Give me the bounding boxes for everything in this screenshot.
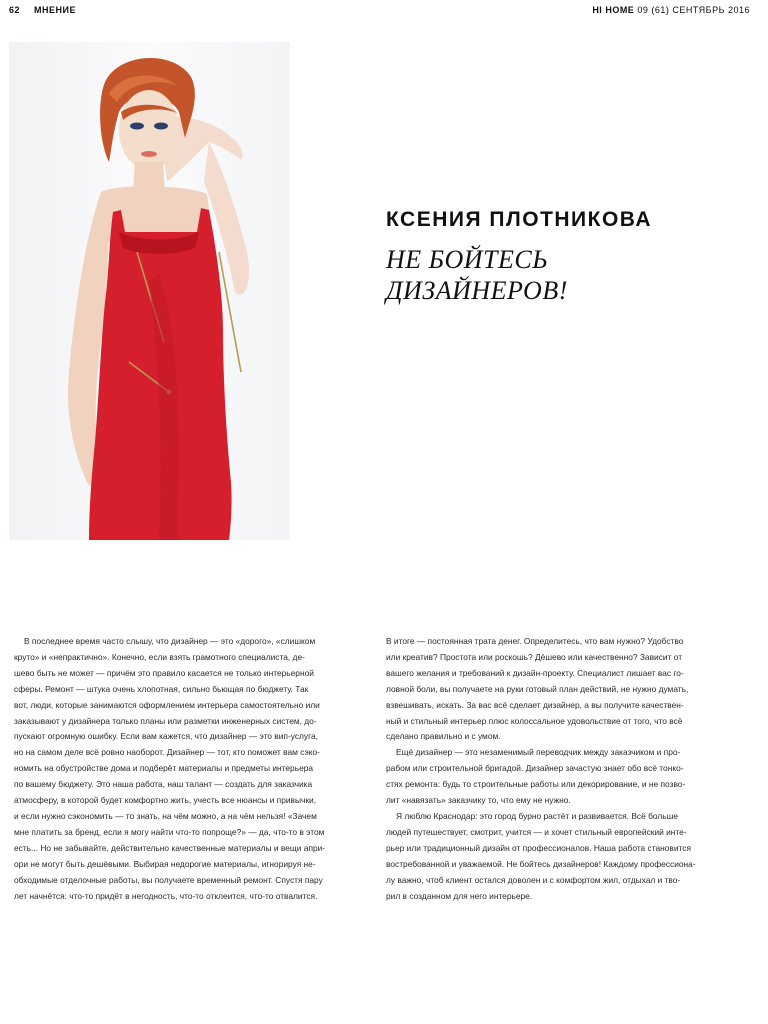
article-paragraph	[386, 634, 748, 745]
text-line: сферы. Ремонт — штука очень хлопотная, сильно бьющая по бюджету. Так	[14, 683, 309, 694]
text-line: заказывают у дизайнера только планы или разметки инженерных систем, до-	[14, 715, 317, 726]
text-line: вашего желания и требований к дизайн-проекту. Специалист лишает вас го-	[386, 667, 684, 678]
text-line: пускают огромную ошибку. Если вам кажется, что дизайнер — это вип-услуга,	[14, 731, 318, 742]
text-line: рьер или традиционный дизайн от профессионалов. Наша работа становится	[386, 842, 692, 853]
headline-line: НЕ БОЙТЕСЬ	[386, 245, 549, 274]
text-line: лу важно, чтоб клиент остался доволен и с комфортом жил, отдыхал и тво-	[386, 874, 681, 885]
text-line: атмосферу, в которой будет комфортно жить, учесть все нюансы и привычки,	[14, 795, 317, 806]
text-line: мне платить за бренд, если я могу найти что-то попроще?» — да, что-то в этом	[14, 826, 325, 837]
text-line: сделано правильно и с умом.	[386, 731, 501, 742]
article-paragraph	[386, 745, 748, 809]
author-name: КСЕНИЯ ПЛОТНИКОВА	[386, 208, 653, 231]
text-line: людей путешествует, смотрит, учится — и хочет стильный европейский инте-	[386, 826, 687, 837]
text-line: рабом или строительной бригадой. Дизайнер зачастую знает обо всё тонко-	[386, 763, 684, 774]
magazine-name: HI HOME	[592, 5, 635, 15]
text-line: В последнее время часто слышу, что дизайнер — это «дорого», «слишком	[24, 636, 316, 646]
text-line: есть... Но не забывайте, действительно качественные материалы и вещи апри-	[14, 842, 326, 853]
text-line: ный и стильный интерьер плюс колоссальное удовольствие от того, что всё	[386, 715, 683, 726]
text-line: стях ремонта: будь то строительные работы или декорирование, и не позво-	[386, 779, 686, 790]
woman-in-red-dress-photo	[9, 42, 290, 540]
text-line: востребованной и уважаемой. Не бойтесь дизайнеров! Каждому профессиона-	[386, 858, 696, 869]
text-line: или креатив? Простота или роскошь? Дёшево или качественно? Зависит от	[386, 651, 683, 662]
text-line: лит «навязать» заказчику то, что ему не нужно.	[386, 795, 571, 806]
headline	[386, 244, 716, 306]
issue-date: 09 (61) СЕНТЯБРЬ 2016	[637, 5, 750, 15]
text-line: ловной боли, вы получаете на руки готовый план действий, не нужно думать,	[386, 683, 689, 694]
article-paragraph	[386, 809, 748, 904]
text-line: рил в созданном для него интерьере.	[386, 890, 533, 901]
page-number: 62	[9, 5, 21, 15]
article-paragraph	[14, 634, 362, 904]
headline-line: ДИЗАЙНЕРОВ!	[386, 276, 568, 305]
text-line: ори не могут быть дешёвыми. Выбирая недорогие материалы, игнорируя не-	[14, 858, 316, 869]
issue-info	[592, 5, 750, 15]
text-line: номить на обустройстве дома и подберёт материалы и предметы интерьера	[14, 763, 314, 774]
text-line: круто» и «непрактично». Конечно, если взять грамотного специалиста, де-	[14, 651, 305, 662]
text-line: В итоге — постоянная трата денег. Определитесь, что вам нужно? Удобство	[386, 636, 684, 646]
text-line: но на самом деле всё ровно наоборот. Дизайнер — тот, кто поможет вам сэко-	[14, 747, 320, 758]
text-line: взвешивать, искать. За вас всё сделает дизайнер, а вы получите качествен-	[386, 699, 684, 710]
running-head	[0, 5, 768, 21]
text-line: по вашему бюджету. Это наша работа, наш талант — создать для заказчика	[14, 779, 313, 790]
section-label: МНЕНИЕ	[34, 5, 76, 15]
text-line: и если нужно сэкономить — то знать, на чём можно, а на чём нельзя! «Зачем	[14, 810, 317, 821]
text-line: Ещё дизайнер — это незаменимый переводчик между заказчиком и про-	[396, 747, 681, 758]
text-line: лет начнётся: что-то придёт в негодность, что-то отклеится, что-то отвалится.	[14, 890, 318, 901]
text-line: Я люблю Краснодар: это город бурно растёт и развивается. Всё больше	[396, 810, 678, 821]
text-line: вот, люди, которые занимаются оформлением интерьера самостоятельно или	[14, 699, 320, 710]
article-column-right	[386, 634, 748, 904]
text-line: шево быть не может — причём это правило касается не только интерьерной	[14, 667, 314, 678]
article-column-left	[14, 634, 362, 904]
text-line: обходимые отделочные работы, вы получаете временный ремонт. Спустя пару	[14, 874, 323, 885]
